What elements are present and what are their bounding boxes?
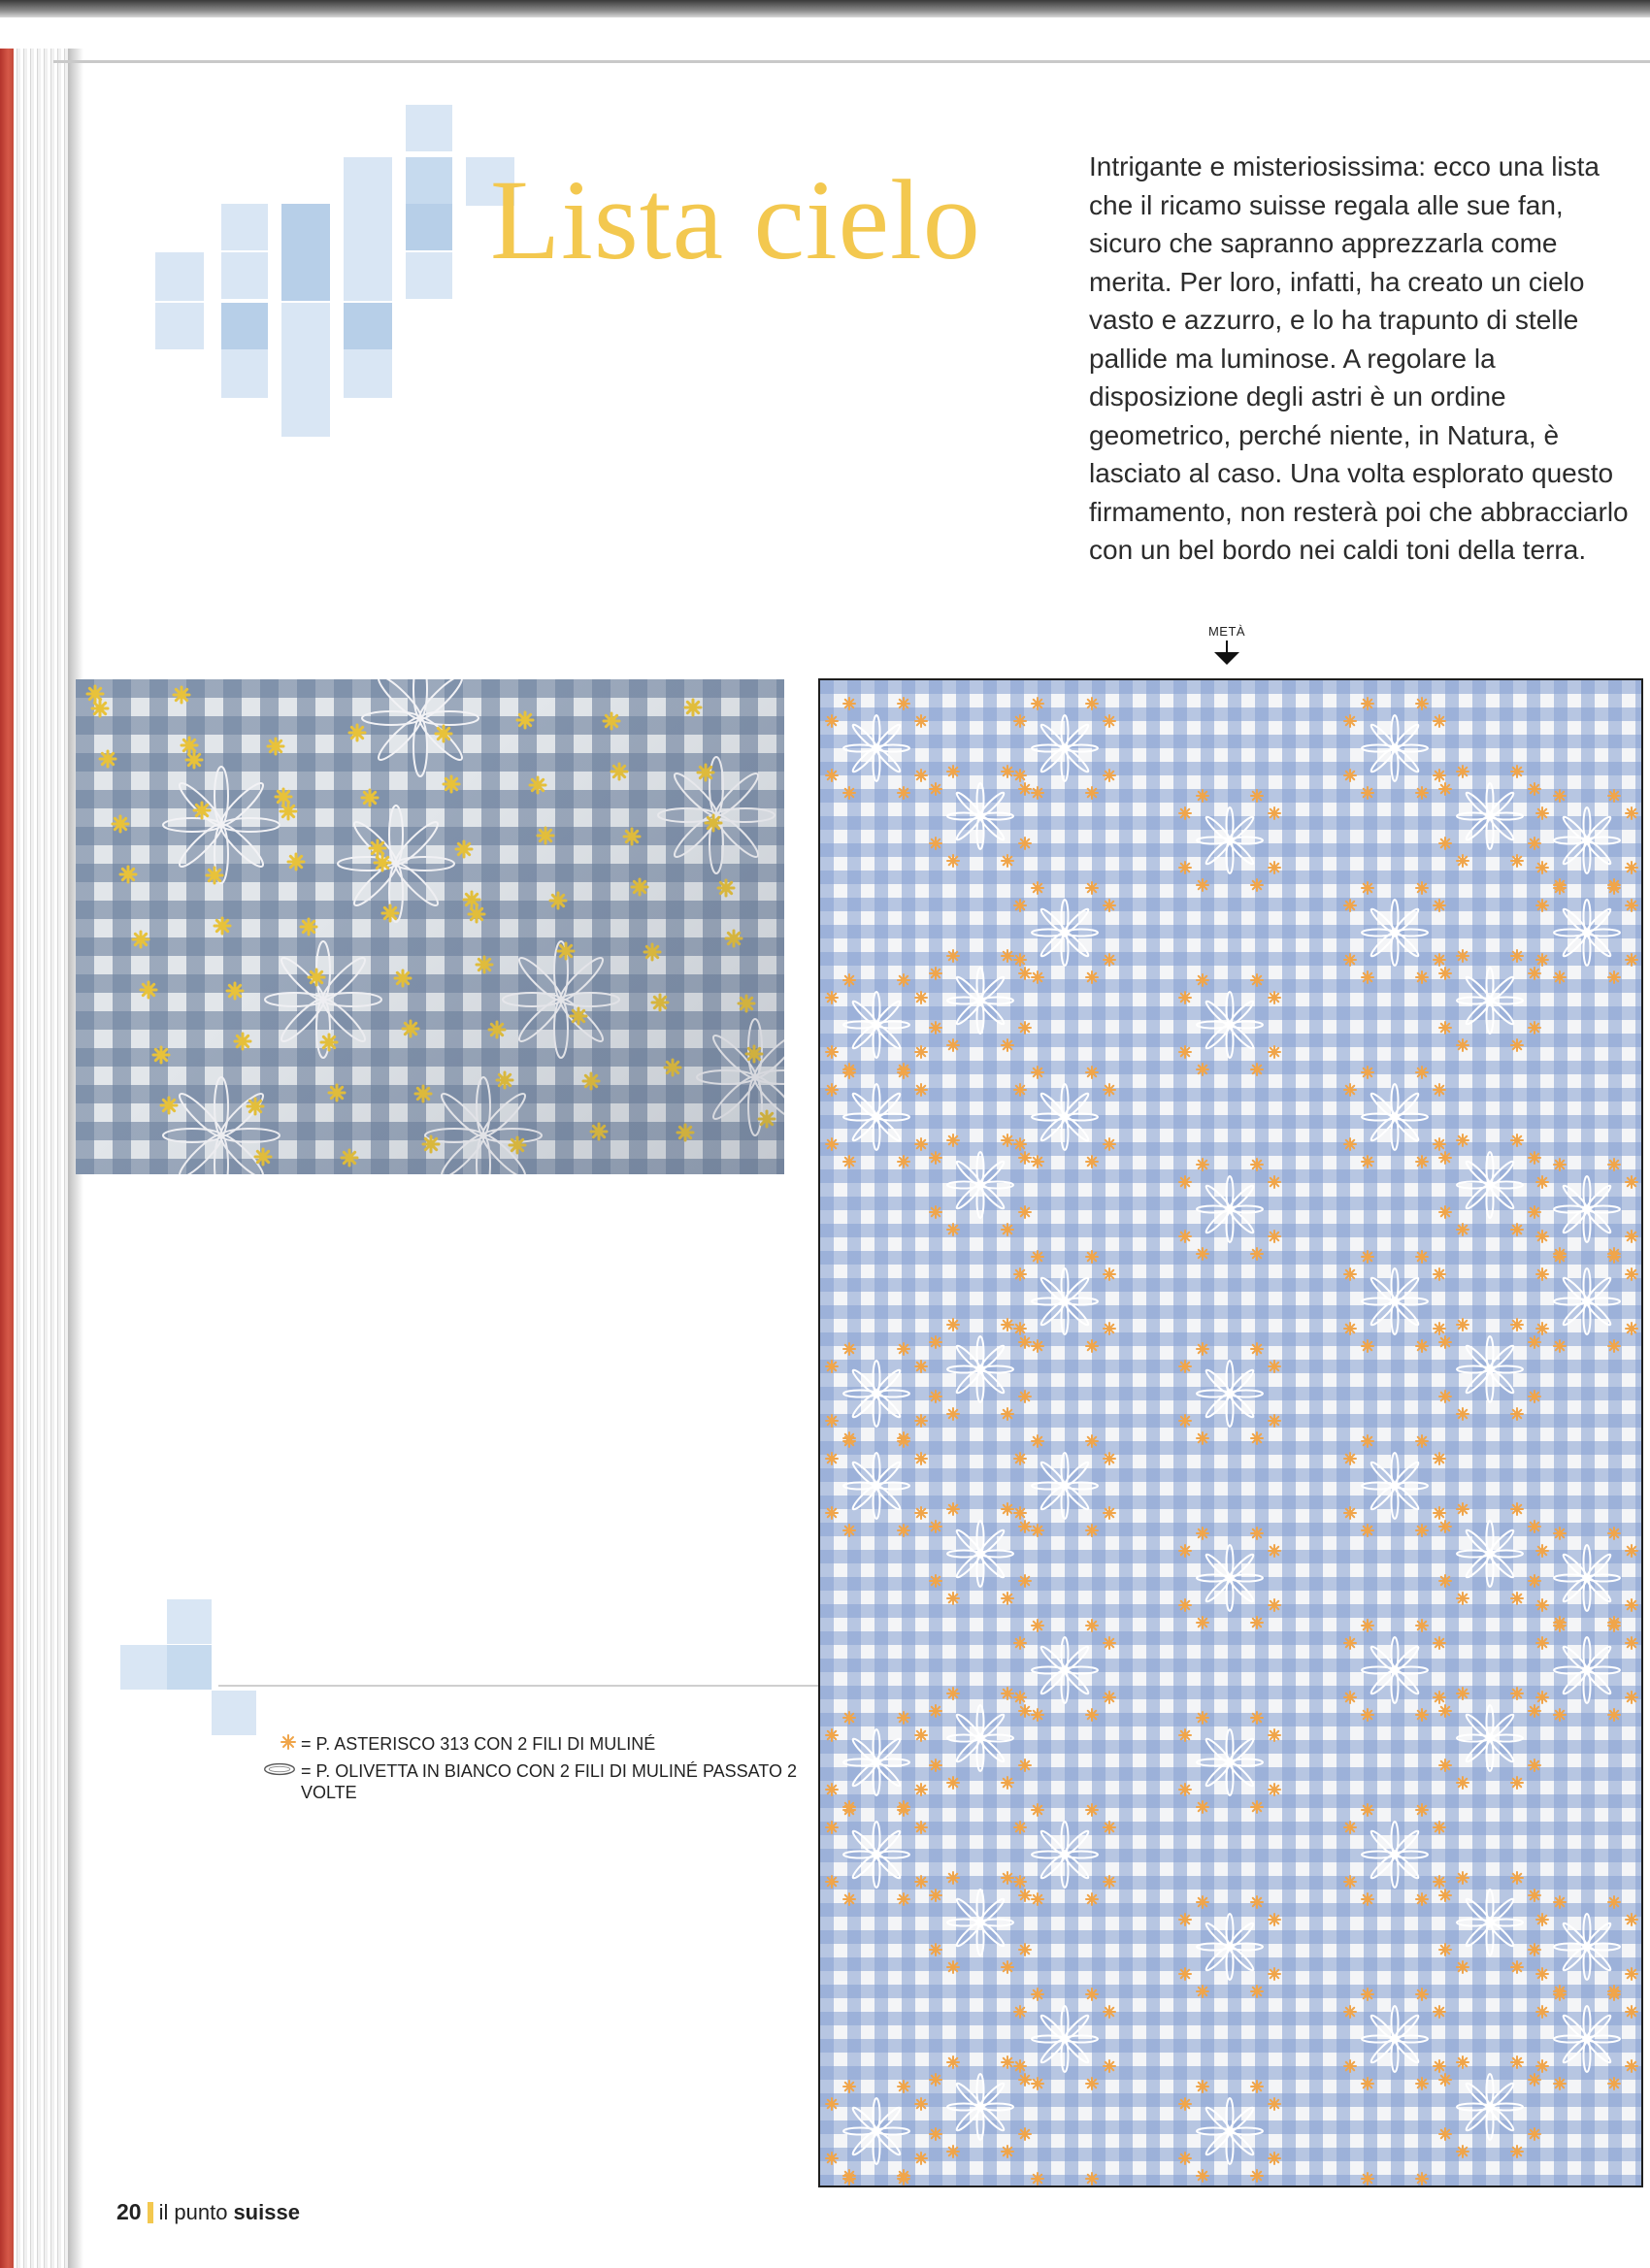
photo-asterisk <box>161 1098 177 1113</box>
photo-asterisk <box>309 970 324 985</box>
photo-asterisk <box>268 739 283 754</box>
photo-asterisk <box>517 712 533 728</box>
photo-asterisk <box>321 1035 337 1050</box>
spine-edge <box>0 49 14 2268</box>
photo-asterisk <box>133 932 148 947</box>
star-motif <box>1536 1896 1637 1997</box>
photo-star <box>658 757 775 873</box>
star-motif <box>1179 1159 1280 1260</box>
star-motif <box>1179 1896 1280 1997</box>
photo-asterisk <box>464 892 479 907</box>
photo-asterisk <box>235 1034 250 1049</box>
star-motif <box>1014 1620 1115 1721</box>
star-motif <box>1536 790 1637 891</box>
star-motif <box>826 1804 927 1905</box>
star-motif <box>930 1688 1031 1789</box>
star-motif <box>826 1343 927 1444</box>
photo-asterisk <box>288 854 304 870</box>
photo-asterisk <box>746 1046 762 1062</box>
star-motif <box>1344 1435 1445 1536</box>
photo-asterisk <box>87 686 103 702</box>
photo-asterisk <box>497 1072 512 1088</box>
star-motif <box>1344 1989 1445 2089</box>
star-motif <box>826 1435 927 1536</box>
intro-text: Intrigante e misteriosissima: ecco una lista che il ricamo suisse regala alle sue fan, sicuro che sapranno apprezzarla come merita. Per loro, infatti, ha creato un cielo vasto e azzurro, e lo ha trapunto di stelle pallide ma luminose. A regolare la disposizione degli astri è un ordine geometrico, perché niente, in Natura, è lasciato al caso. Una volta esplorato questo firmamento, non resterà poi che abbracciarlo con un bel bordo nei caldi toni della terra. <box>1089 151 1629 565</box>
photo-asterisk <box>382 905 398 921</box>
star-motif <box>1179 1712 1280 1813</box>
star-motif <box>1439 2056 1540 2157</box>
star-motif <box>1439 1503 1540 1604</box>
photo-asterisk <box>153 1047 169 1063</box>
photo-asterisk <box>726 931 742 946</box>
star-motif <box>930 2056 1031 2157</box>
photo-asterisk <box>227 983 243 999</box>
embroidery-chart <box>818 678 1643 2187</box>
photo-stitches <box>76 679 784 1174</box>
legend-item-olivetta: = P. OLIVETTA IN BIANCO CON 2 FILI DI MULINÉ PASSATO 2 VOLTE <box>262 1760 806 1803</box>
photo-asterisk <box>477 957 492 972</box>
photo-asterisk <box>362 790 378 805</box>
star-motif <box>826 1712 927 1813</box>
star-motif <box>1014 882 1115 983</box>
photo-asterisk <box>632 879 647 895</box>
photo-asterisk <box>718 880 734 896</box>
photo-asterisk <box>248 1099 263 1114</box>
photo-star <box>362 679 478 776</box>
star-motif <box>1014 1251 1115 1352</box>
star-motif <box>1439 1134 1540 1235</box>
star-motif <box>1439 1319 1540 1420</box>
photo-asterisk <box>403 1021 418 1036</box>
photo-asterisk <box>665 1060 680 1075</box>
photo-asterisk <box>395 970 411 986</box>
star-motif <box>930 1872 1031 1973</box>
photo-asterisk <box>591 1124 607 1139</box>
photo-asterisk <box>415 1086 431 1101</box>
star-motif <box>930 950 1031 1051</box>
page-title: Lista cielo <box>490 156 981 283</box>
star-motif <box>1179 2081 1280 2182</box>
photo-asterisk <box>624 829 640 844</box>
photo-asterisk <box>207 868 222 883</box>
photo-asterisk <box>214 918 230 934</box>
photo-asterisk <box>113 816 128 832</box>
photo-asterisk <box>604 713 619 729</box>
star-motif <box>1536 1528 1637 1628</box>
page-footer <box>116 2199 300 2225</box>
center-label: METÀ <box>1207 624 1246 639</box>
photo-asterisk <box>436 726 451 741</box>
star-motif <box>930 1319 1031 1420</box>
embroidery-photo <box>76 679 784 1174</box>
photo-asterisk <box>423 1136 439 1152</box>
star-motif <box>1179 1528 1280 1628</box>
photo-asterisk <box>550 893 566 908</box>
star-motif <box>1344 2173 1445 2187</box>
photo-asterisk <box>92 701 108 716</box>
photo-asterisk <box>706 815 721 831</box>
photo-asterisk <box>301 919 316 935</box>
photo-asterisk <box>342 1150 357 1166</box>
star-motif <box>1344 1251 1445 1352</box>
star-motif <box>826 974 927 1075</box>
star-motif <box>1439 950 1540 1051</box>
photo-asterisk <box>100 751 116 767</box>
brand-punto: punto <box>174 2199 228 2224</box>
star-motif <box>1536 1159 1637 1260</box>
brand-suisse: suisse <box>233 2199 300 2224</box>
photo-asterisk <box>370 840 385 856</box>
photo-asterisk <box>583 1073 599 1089</box>
star-motif <box>1179 974 1280 1075</box>
photo-asterisk <box>510 1137 525 1153</box>
photo-star <box>338 805 454 922</box>
photo-star <box>425 1077 542 1174</box>
photo-asterisk <box>644 944 660 960</box>
photo-asterisk <box>194 803 210 818</box>
star-motif <box>930 1134 1031 1235</box>
star-motif <box>1179 1343 1280 1444</box>
photo-star <box>697 1019 784 1135</box>
star-motif <box>1439 766 1540 867</box>
star-motif <box>1014 1067 1115 1167</box>
star-motif <box>826 698 927 799</box>
page-number: 20 <box>116 2199 142 2224</box>
photo-asterisk <box>611 764 627 779</box>
photo-asterisk <box>375 855 390 871</box>
photo-asterisk <box>530 777 545 793</box>
asterisk-icon <box>262 1733 301 1751</box>
photo-asterisk <box>329 1085 345 1101</box>
photo-asterisk <box>349 725 365 740</box>
star-motif <box>1536 882 1637 983</box>
star-motif <box>826 2081 927 2182</box>
photo-star <box>503 941 619 1058</box>
photo-asterisk <box>444 776 459 792</box>
legend-item-asterisk: = P. ASTERISCO 313 CON 2 FILI DI MULINÉ <box>262 1733 806 1755</box>
photo-asterisk <box>469 906 484 922</box>
star-motif <box>1344 1620 1445 1721</box>
photo-asterisk <box>255 1149 271 1165</box>
photo-asterisk <box>558 943 574 959</box>
photo-asterisk <box>182 738 197 753</box>
photo-asterisk <box>174 687 189 703</box>
star-motif <box>1439 1872 1540 1973</box>
photo-asterisk <box>571 1008 586 1024</box>
down-arrow-icon <box>1212 641 1241 666</box>
star-motif <box>1014 1804 1115 1905</box>
page-top-line <box>53 60 1650 63</box>
photo-asterisk <box>685 700 701 715</box>
center-marker <box>1190 624 1264 666</box>
photo-asterisk <box>456 841 472 857</box>
brand-prefix: il <box>158 2199 169 2224</box>
photo-asterisk <box>739 996 754 1011</box>
photo-star <box>163 767 280 883</box>
star-motif <box>1536 1251 1637 1352</box>
star-motif <box>1344 1804 1445 1905</box>
photo-asterisk <box>186 752 202 768</box>
star-motif <box>930 1503 1031 1604</box>
star-motif <box>1014 1989 1115 2089</box>
star-motif <box>1014 2173 1115 2187</box>
olivetta-icon <box>262 1760 301 1778</box>
star-motif <box>1344 1067 1445 1167</box>
photo-asterisk <box>120 867 136 882</box>
photo-asterisk <box>141 982 156 998</box>
star-motif <box>1536 1989 1637 2089</box>
star-motif <box>1179 790 1280 891</box>
photo-asterisk <box>698 765 713 780</box>
scan-top-edge <box>0 0 1650 17</box>
photo-asterisk <box>677 1125 693 1140</box>
star-motif <box>1014 698 1115 799</box>
photo-asterisk <box>280 804 296 819</box>
star-motif <box>1536 1620 1637 1721</box>
chart-stitches <box>820 680 1643 2187</box>
photo-asterisk <box>759 1111 775 1127</box>
legend-divider <box>218 1685 818 1687</box>
photo-star <box>163 1077 280 1174</box>
photo-asterisk <box>276 789 291 805</box>
star-motif <box>1344 882 1445 983</box>
photo-star <box>265 941 381 1058</box>
star-motif <box>1344 698 1445 799</box>
star-motif <box>826 1067 927 1167</box>
star-motif <box>826 2173 927 2187</box>
photo-asterisk <box>538 828 553 843</box>
star-motif <box>930 766 1031 867</box>
star-motif <box>1014 1435 1115 1536</box>
footer-accent-bar <box>148 2202 153 2223</box>
star-motif <box>1439 1688 1540 1789</box>
photo-asterisk <box>489 1022 505 1037</box>
page-stack-edge <box>14 49 74 2268</box>
photo-asterisk <box>652 995 668 1010</box>
